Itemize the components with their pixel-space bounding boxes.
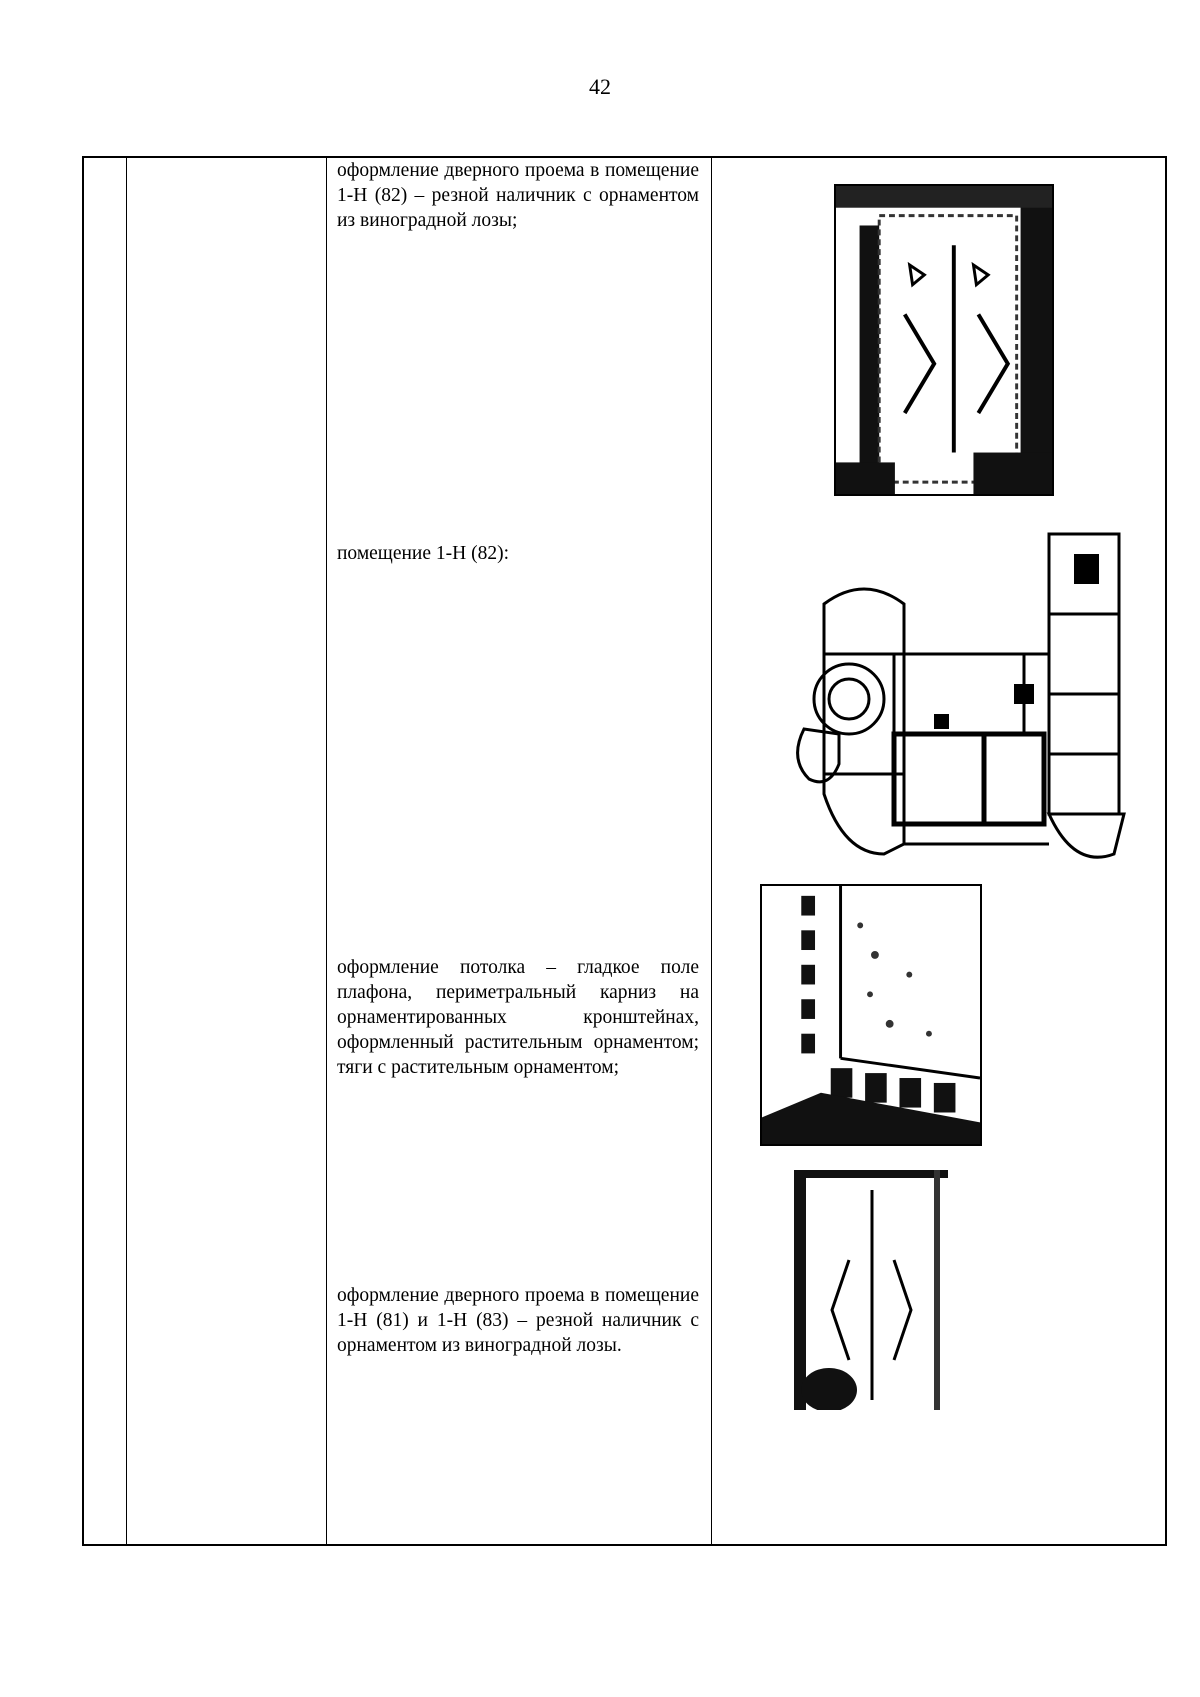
row-2-description: помещение 1-Н (82):	[337, 543, 509, 564]
row-3-description: оформление потолка – гладкое поле плафона, периметральный карниз на орнаментированных кронштейнах, оформленный растительным орнаментом; тяги с растительным орнаментом;	[337, 957, 699, 1078]
door-carved-casing-photo	[834, 184, 1054, 496]
table-column-divider	[326, 158, 327, 1544]
door-carved-casing-photo-2	[794, 1170, 948, 1410]
page-number: 42	[589, 74, 611, 99]
ceiling-cornice-photo	[760, 884, 982, 1146]
row-4-description: оформление дверного проема в помещение 1-Н (81) и 1-Н (83) – резной наличник с орнаментом из виноградной лозы.	[337, 1285, 699, 1356]
row-1-description: оформление дверного проема в помещение 1-Н (82) – резной наличник с орнаментом из виноградной лозы;	[337, 160, 699, 231]
table-column-divider	[126, 158, 127, 1544]
floor-plan-drawing	[784, 514, 1129, 874]
table-column-divider	[711, 158, 712, 1544]
document-table	[82, 156, 1167, 1546]
